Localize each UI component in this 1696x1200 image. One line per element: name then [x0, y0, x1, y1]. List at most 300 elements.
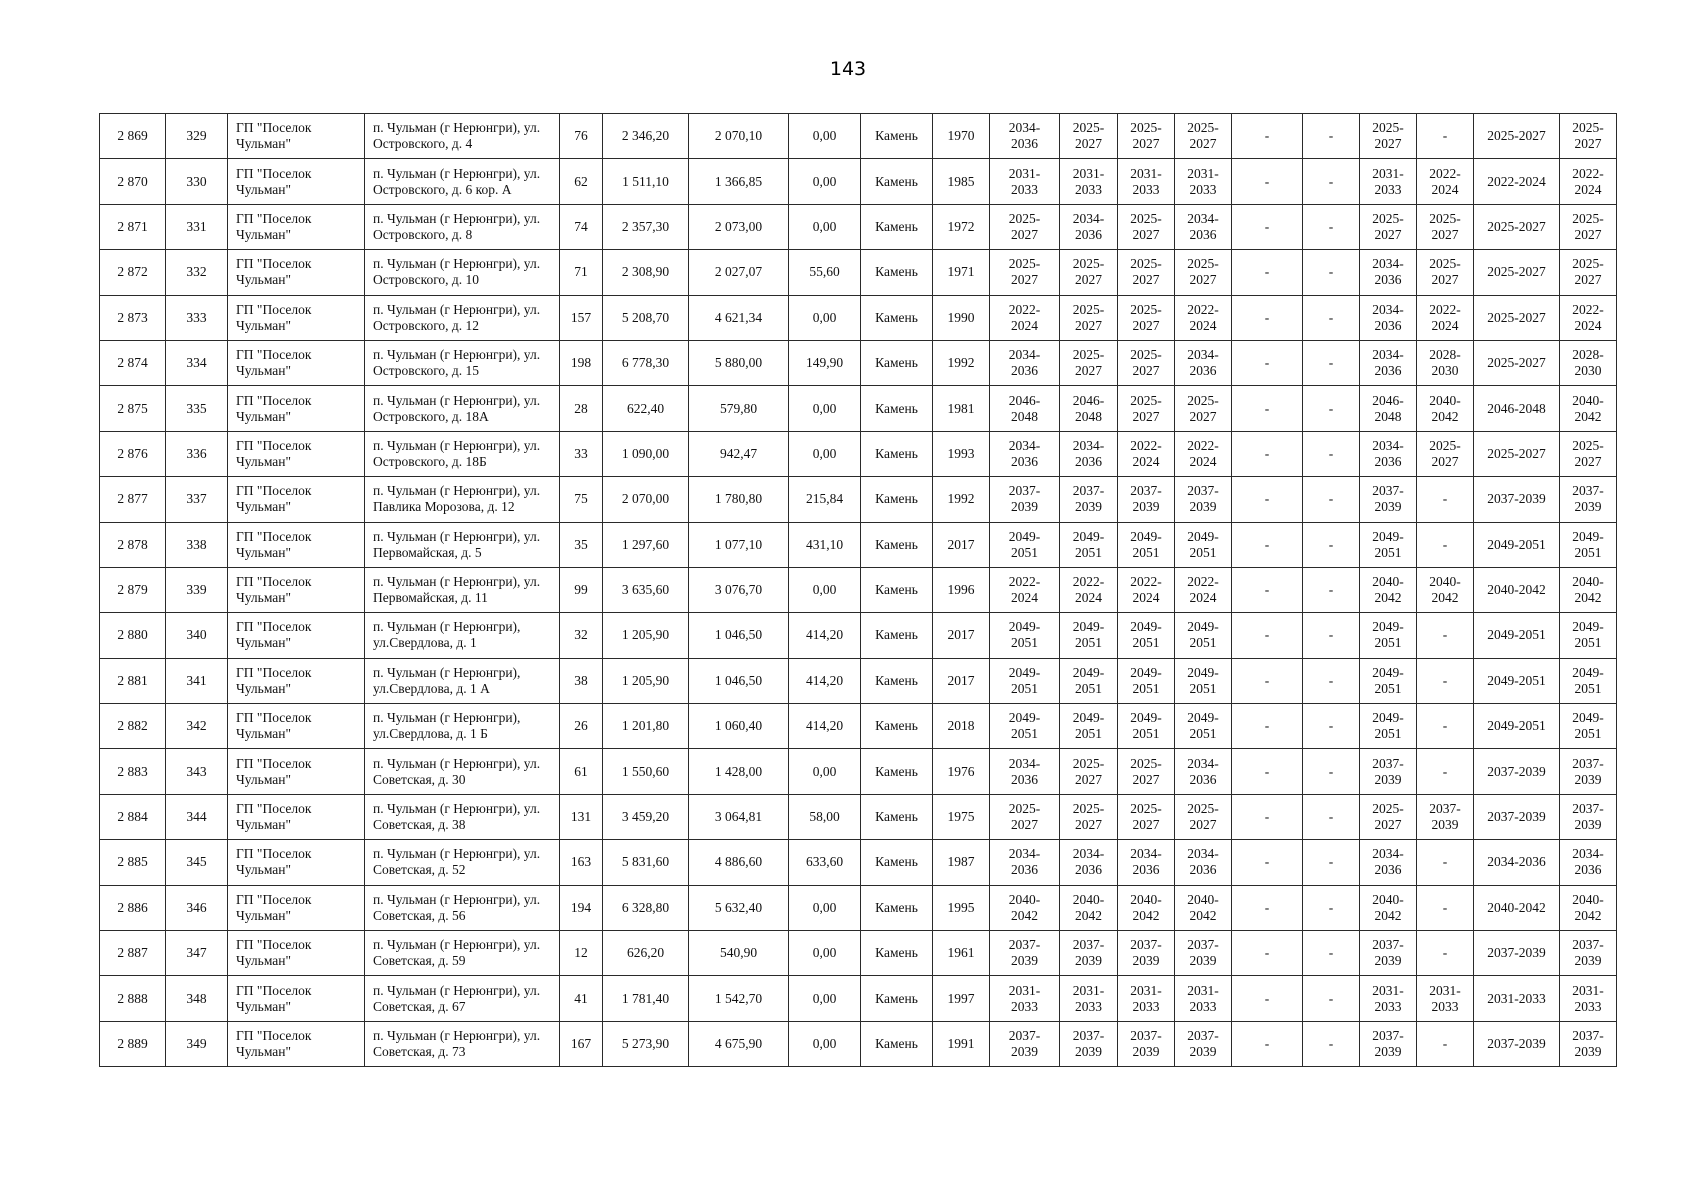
repair-period-2: 2031- 2033 [1072, 165, 1105, 197]
total-area: 622,40 [626, 400, 665, 416]
repair-period-5-cell [1232, 250, 1303, 295]
living-area-cell [689, 976, 789, 1021]
local-index-cell [166, 1021, 228, 1066]
municipality: ГП "Поселок Чульман" [236, 801, 312, 833]
build-year: 2018 [947, 718, 975, 734]
address-cell [365, 704, 560, 749]
repair-period-4-cell [1175, 431, 1232, 476]
repair-period-8: 2022- 2024 [1429, 301, 1461, 333]
repair-period-8: 2025- 2027 [1429, 210, 1461, 242]
apartments-count-cell [560, 386, 603, 431]
local-index-cell [166, 250, 228, 295]
municipality: ГП "Поселок Чульман" [236, 846, 312, 878]
build-year-cell [933, 477, 990, 522]
apartments-count: 167 [570, 1036, 592, 1051]
build-year: 2017 [947, 536, 975, 552]
local-index-cell [166, 159, 228, 204]
apartments-count: 99 [574, 582, 588, 598]
repair-period-3: 2037- 2039 [1130, 937, 1162, 969]
repair-period-4-cell [1175, 522, 1232, 567]
repair-period-9: 2025-2027 [1487, 355, 1546, 371]
repair-period-2-cell [1060, 794, 1118, 839]
repair-period-5: - [1264, 128, 1270, 144]
total-area: 5 273,90 [621, 1036, 670, 1051]
apartments-count-cell [560, 1021, 603, 1066]
municipality-cell [228, 840, 365, 885]
repair-period-9: 2037-2039 [1487, 809, 1546, 825]
nonresidential-area-cell [789, 613, 861, 658]
repair-period-5: - [1264, 672, 1270, 688]
repair-period-8-cell [1417, 976, 1474, 1021]
repair-period-1-cell [990, 159, 1060, 204]
total-area: 626,20 [626, 945, 665, 961]
repair-period-8-cell [1417, 613, 1474, 658]
apartments-count-cell [560, 114, 603, 159]
address: п. Чульман (г Нерюнгри), ул. Советская, д. 73 [373, 1028, 541, 1059]
repair-period-4: 2037- 2039 [1187, 937, 1219, 969]
municipality: ГП "Поселок Чульман" [236, 483, 312, 515]
wall-material-cell [861, 1021, 933, 1066]
repair-period-4: 2037- 2039 [1187, 1028, 1219, 1059]
repair-period-6: - [1328, 264, 1334, 280]
table-row [100, 386, 1617, 431]
repair-period-1-cell [990, 931, 1060, 976]
repair-period-6: - [1328, 854, 1334, 870]
build-year-cell [933, 250, 990, 295]
repair-period-5: - [1264, 355, 1270, 371]
municipality: ГП "Поселок Чульман" [236, 347, 312, 379]
local-index: 339 [186, 582, 207, 598]
repair-period-4: 2037- 2039 [1187, 483, 1219, 515]
repair-period-10: 2049- 2051 [1572, 664, 1604, 696]
repair-period-9: 2034-2036 [1487, 854, 1546, 870]
municipality: ГП "Поселок Чульман" [236, 937, 312, 969]
repair-period-9: 2049-2051 [1487, 672, 1546, 688]
local-index: 344 [186, 809, 207, 825]
housing-registry-table [99, 113, 1617, 1067]
municipality-cell [228, 114, 365, 159]
total-area: 1 550,60 [621, 763, 670, 779]
repair-period-8-cell [1417, 522, 1474, 567]
row-number-cell [100, 295, 166, 340]
total-area: 6 328,80 [621, 899, 670, 915]
build-year-cell [933, 204, 990, 249]
living-area-cell [689, 658, 789, 703]
apartments-count: 62 [574, 173, 588, 189]
repair-period-5: - [1264, 809, 1270, 825]
living-area: 1 060,40 [714, 718, 763, 734]
repair-period-8: - [1442, 945, 1448, 961]
repair-period-6: - [1328, 491, 1334, 507]
row-number-cell [100, 931, 166, 976]
nonresidential-area: 58,00 [809, 809, 840, 825]
repair-period-5: - [1264, 400, 1270, 416]
repair-period-8-cell [1417, 386, 1474, 431]
apartments-count: 61 [574, 763, 588, 779]
wall-material-cell [861, 250, 933, 295]
repair-period-8-cell [1417, 749, 1474, 794]
repair-period-7-cell [1360, 658, 1417, 703]
repair-period-5-cell [1232, 840, 1303, 885]
repair-period-9-cell [1474, 840, 1560, 885]
repair-period-6-cell [1303, 1021, 1360, 1066]
repair-period-3: 2025- 2027 [1130, 256, 1162, 288]
repair-period-7: 2034- 2036 [1372, 301, 1404, 333]
wall-material: Камень [875, 672, 918, 688]
repair-period-7: 2037- 2039 [1372, 755, 1404, 787]
total-area-cell [603, 340, 689, 385]
total-area-cell [603, 114, 689, 159]
total-area: 1 297,60 [621, 536, 670, 552]
repair-period-4-cell [1175, 204, 1232, 249]
repair-period-3-cell [1118, 1021, 1175, 1066]
table-row [100, 613, 1617, 658]
build-year: 1996 [947, 582, 975, 598]
build-year: 1981 [947, 400, 975, 416]
repair-period-7-cell [1360, 976, 1417, 1021]
repair-period-2-cell [1060, 159, 1118, 204]
wall-material-cell [861, 295, 933, 340]
repair-period-8: - [1442, 672, 1448, 688]
repair-period-8-cell [1417, 295, 1474, 340]
repair-period-3-cell [1118, 613, 1175, 658]
repair-period-9-cell [1474, 658, 1560, 703]
address-cell [365, 295, 560, 340]
local-index-cell [166, 885, 228, 930]
table-row [100, 295, 1617, 340]
row-number: 2 885 [117, 854, 148, 870]
repair-period-7-cell [1360, 1021, 1417, 1066]
apartments-count-cell [560, 522, 603, 567]
wall-material-cell [861, 749, 933, 794]
local-index-cell [166, 613, 228, 658]
repair-period-6-cell [1303, 522, 1360, 567]
repair-period-7-cell [1360, 522, 1417, 567]
repair-period-5: - [1264, 1036, 1270, 1051]
nonresidential-area: 0,00 [812, 128, 837, 144]
total-area-cell [603, 749, 689, 794]
repair-period-4-cell [1175, 340, 1232, 385]
address-cell [365, 794, 560, 839]
repair-period-3: 2049- 2051 [1130, 528, 1162, 560]
address: п. Чульман (г Нерюнгри), ул. Советская, д. 59 [373, 937, 541, 969]
living-area-cell [689, 704, 789, 749]
repair-period-10: 2025- 2027 [1572, 210, 1604, 242]
repair-period-7-cell [1360, 477, 1417, 522]
repair-period-6-cell [1303, 885, 1360, 930]
repair-period-7: 2040- 2042 [1372, 574, 1404, 606]
repair-period-10: 2049- 2051 [1572, 528, 1604, 560]
row-number: 2 882 [117, 718, 148, 734]
local-index: 348 [186, 990, 207, 1006]
municipality: ГП "Поселок Чульман" [236, 301, 312, 333]
row-number: 2 886 [117, 899, 148, 915]
repair-period-9: 2037-2039 [1487, 1036, 1546, 1051]
living-area: 2 070,10 [714, 128, 763, 144]
repair-period-2: 2049- 2051 [1072, 710, 1105, 742]
address-cell [365, 658, 560, 703]
wall-material-cell [861, 159, 933, 204]
local-index: 331 [186, 218, 207, 234]
repair-period-10-cell [1560, 295, 1617, 340]
build-year: 1991 [947, 1036, 975, 1051]
repair-period-10-cell [1560, 250, 1617, 295]
repair-period-5: - [1264, 763, 1270, 779]
address-cell [365, 840, 560, 885]
nonresidential-area-cell [789, 749, 861, 794]
repair-period-1: 2049- 2051 [1008, 710, 1041, 742]
nonresidential-area: 0,00 [812, 1036, 837, 1051]
repair-period-2: 2049- 2051 [1072, 528, 1105, 560]
repair-period-8: 2025- 2027 [1429, 437, 1461, 469]
build-year: 1976 [947, 763, 975, 779]
address: п. Чульман (г Нерюнгри), ул. Советская, д. 52 [373, 846, 541, 878]
wall-material-cell [861, 840, 933, 885]
local-index: 334 [186, 355, 207, 371]
repair-period-1: 2040- 2042 [1008, 891, 1041, 923]
municipality-cell [228, 658, 365, 703]
repair-period-6-cell [1303, 749, 1360, 794]
repair-period-6-cell [1303, 431, 1360, 476]
apartments-count-cell [560, 931, 603, 976]
repair-period-10-cell [1560, 386, 1617, 431]
repair-period-5: - [1264, 173, 1270, 189]
repair-period-6-cell [1303, 477, 1360, 522]
repair-period-3-cell [1118, 114, 1175, 159]
build-year-cell [933, 567, 990, 612]
row-number: 2 873 [117, 309, 148, 325]
repair-period-10-cell [1560, 976, 1617, 1021]
repair-period-4: 2022- 2024 [1187, 574, 1219, 606]
repair-period-2: 2040- 2042 [1072, 891, 1105, 923]
row-number: 2 874 [117, 355, 148, 371]
row-number: 2 870 [117, 173, 148, 189]
repair-period-9-cell [1474, 976, 1560, 1021]
address: п. Чульман (г Нерюнгри), ул.Свердлова, д. 1 [373, 619, 521, 651]
row-number-cell [100, 658, 166, 703]
total-area: 1 201,80 [621, 718, 670, 734]
repair-period-3-cell [1118, 794, 1175, 839]
repair-period-5-cell [1232, 386, 1303, 431]
local-index: 347 [186, 945, 207, 961]
repair-period-3: 2022- 2024 [1130, 574, 1162, 606]
wall-material: Камень [875, 128, 918, 144]
local-index: 335 [186, 400, 207, 416]
repair-period-6: - [1328, 173, 1334, 189]
repair-period-7: 2034- 2036 [1372, 437, 1404, 469]
total-area: 3 635,60 [621, 582, 670, 598]
repair-period-3: 2025- 2027 [1130, 755, 1162, 787]
local-index: 349 [186, 1036, 207, 1051]
repair-period-10-cell [1560, 114, 1617, 159]
repair-period-4: 2025- 2027 [1187, 801, 1219, 833]
repair-period-10: 2022- 2024 [1572, 301, 1604, 333]
nonresidential-area: 0,00 [812, 945, 837, 961]
repair-period-7-cell [1360, 613, 1417, 658]
total-area: 1 090,00 [621, 445, 670, 461]
local-index-cell [166, 931, 228, 976]
repair-period-7-cell [1360, 431, 1417, 476]
repair-period-2: 2025- 2027 [1072, 755, 1105, 787]
repair-period-9-cell [1474, 386, 1560, 431]
row-number: 2 876 [117, 445, 148, 461]
table-body [100, 114, 1617, 1067]
living-area: 4 886,60 [714, 854, 763, 870]
total-area-cell [603, 931, 689, 976]
repair-period-7: 2037- 2039 [1372, 483, 1404, 515]
row-number-cell [100, 340, 166, 385]
wall-material: Камень [875, 445, 918, 461]
repair-period-3-cell [1118, 340, 1175, 385]
repair-period-9-cell [1474, 431, 1560, 476]
repair-period-2: 2049- 2051 [1072, 619, 1105, 651]
repair-period-8: 2037- 2039 [1429, 801, 1461, 833]
apartments-count-cell [560, 567, 603, 612]
repair-period-7: 2049- 2051 [1372, 710, 1404, 742]
living-area-cell [689, 295, 789, 340]
address: п. Чульман (г Нерюнгри), ул. Советская, д. 30 [373, 755, 541, 787]
nonresidential-area-cell [789, 658, 861, 703]
repair-period-2: 2022- 2024 [1072, 574, 1105, 606]
build-year-cell [933, 658, 990, 703]
repair-period-5: - [1264, 945, 1270, 961]
table-row [100, 431, 1617, 476]
living-area-cell [689, 386, 789, 431]
repair-period-9-cell [1474, 794, 1560, 839]
build-year-cell [933, 159, 990, 204]
total-area-cell [603, 250, 689, 295]
municipality-cell [228, 1021, 365, 1066]
repair-period-9: 2049-2051 [1487, 536, 1546, 552]
row-number-cell [100, 704, 166, 749]
repair-period-8-cell [1417, 114, 1474, 159]
table-row [100, 931, 1617, 976]
row-number-cell [100, 840, 166, 885]
build-year: 1995 [947, 899, 975, 915]
repair-period-8-cell [1417, 704, 1474, 749]
repair-period-9: 2025-2027 [1487, 445, 1546, 461]
row-number-cell [100, 159, 166, 204]
local-index: 346 [186, 899, 207, 915]
repair-period-8: 2022- 2024 [1429, 165, 1461, 197]
repair-period-3: 2049- 2051 [1130, 664, 1162, 696]
repair-period-2-cell [1060, 885, 1118, 930]
living-area-cell [689, 613, 789, 658]
living-area: 1 077,10 [714, 536, 763, 552]
wall-material-cell [861, 204, 933, 249]
address: п. Чульман (г Нерюнгри), ул. Островского, д. 4 [373, 120, 541, 152]
repair-period-4-cell [1175, 295, 1232, 340]
repair-period-4: 2025- 2027 [1187, 256, 1219, 288]
repair-period-3: 2022- 2024 [1130, 437, 1162, 469]
repair-period-5-cell [1232, 658, 1303, 703]
living-area: 1 046,50 [714, 627, 763, 643]
municipality: ГП "Поселок Чульман" [236, 165, 312, 197]
nonresidential-area: 633,60 [805, 854, 844, 870]
repair-period-4-cell [1175, 885, 1232, 930]
repair-period-2-cell [1060, 1021, 1118, 1066]
repair-period-9-cell [1474, 885, 1560, 930]
repair-period-2: 2025- 2027 [1072, 801, 1105, 833]
build-year-cell [933, 522, 990, 567]
repair-period-10: 2028- 2030 [1572, 347, 1604, 379]
build-year: 1975 [947, 809, 975, 825]
table-row [100, 159, 1617, 204]
repair-period-3-cell [1118, 567, 1175, 612]
row-number: 2 880 [117, 627, 148, 643]
local-index: 332 [186, 264, 207, 280]
municipality-cell [228, 613, 365, 658]
apartments-count-cell [560, 204, 603, 249]
living-area-cell [689, 885, 789, 930]
build-year: 2017 [947, 672, 975, 688]
table-row [100, 658, 1617, 703]
repair-period-5-cell [1232, 794, 1303, 839]
address-cell [365, 340, 560, 385]
total-area: 1 205,90 [621, 627, 670, 643]
local-index-cell [166, 386, 228, 431]
repair-period-8-cell [1417, 477, 1474, 522]
repair-period-9-cell [1474, 114, 1560, 159]
nonresidential-area: 0,00 [812, 445, 837, 461]
municipality: ГП "Поселок Чульман" [236, 1028, 312, 1059]
repair-period-5: - [1264, 582, 1270, 598]
nonresidential-area: 149,90 [805, 355, 844, 371]
repair-period-2-cell [1060, 704, 1118, 749]
repair-period-8-cell [1417, 159, 1474, 204]
table-row [100, 704, 1617, 749]
repair-period-6: - [1328, 400, 1334, 416]
repair-period-3: 2034- 2036 [1130, 846, 1162, 878]
repair-period-1-cell [990, 1021, 1060, 1066]
apartments-count-cell [560, 885, 603, 930]
repair-period-6-cell [1303, 386, 1360, 431]
repair-period-4-cell [1175, 794, 1232, 839]
build-year: 1971 [947, 264, 975, 280]
repair-period-1: 2025- 2027 [1008, 210, 1041, 242]
living-area-cell [689, 477, 789, 522]
build-year-cell [933, 840, 990, 885]
repair-period-3-cell [1118, 250, 1175, 295]
build-year: 2017 [947, 627, 975, 643]
local-index: 345 [186, 854, 207, 870]
repair-period-4: 2031- 2033 [1187, 982, 1219, 1014]
repair-period-1-cell [990, 885, 1060, 930]
repair-period-6-cell [1303, 704, 1360, 749]
repair-period-7: 2049- 2051 [1372, 528, 1404, 560]
repair-period-7-cell [1360, 885, 1417, 930]
total-area: 5 831,60 [621, 854, 670, 870]
repair-period-4: 2022- 2024 [1187, 301, 1219, 333]
repair-period-1-cell [990, 704, 1060, 749]
repair-period-1: 2025- 2027 [1008, 256, 1041, 288]
repair-period-4-cell [1175, 840, 1232, 885]
nonresidential-area-cell [789, 704, 861, 749]
repair-period-7: 2025- 2027 [1372, 210, 1404, 242]
repair-period-2: 2025- 2027 [1072, 301, 1105, 333]
address: п. Чульман (г Нерюнгри), ул. Советская, д. 56 [373, 891, 541, 923]
repair-period-5-cell [1232, 613, 1303, 658]
local-index-cell [166, 704, 228, 749]
repair-period-5-cell [1232, 114, 1303, 159]
repair-period-2: 2034- 2036 [1072, 210, 1105, 242]
living-area-cell [689, 522, 789, 567]
local-index-cell [166, 522, 228, 567]
repair-period-1-cell [990, 295, 1060, 340]
repair-period-3: 2040- 2042 [1130, 891, 1162, 923]
address: п. Чульман (г Нерюнгри), ул. Островского, д. 18Б [373, 437, 541, 469]
nonresidential-area: 0,00 [812, 218, 837, 234]
